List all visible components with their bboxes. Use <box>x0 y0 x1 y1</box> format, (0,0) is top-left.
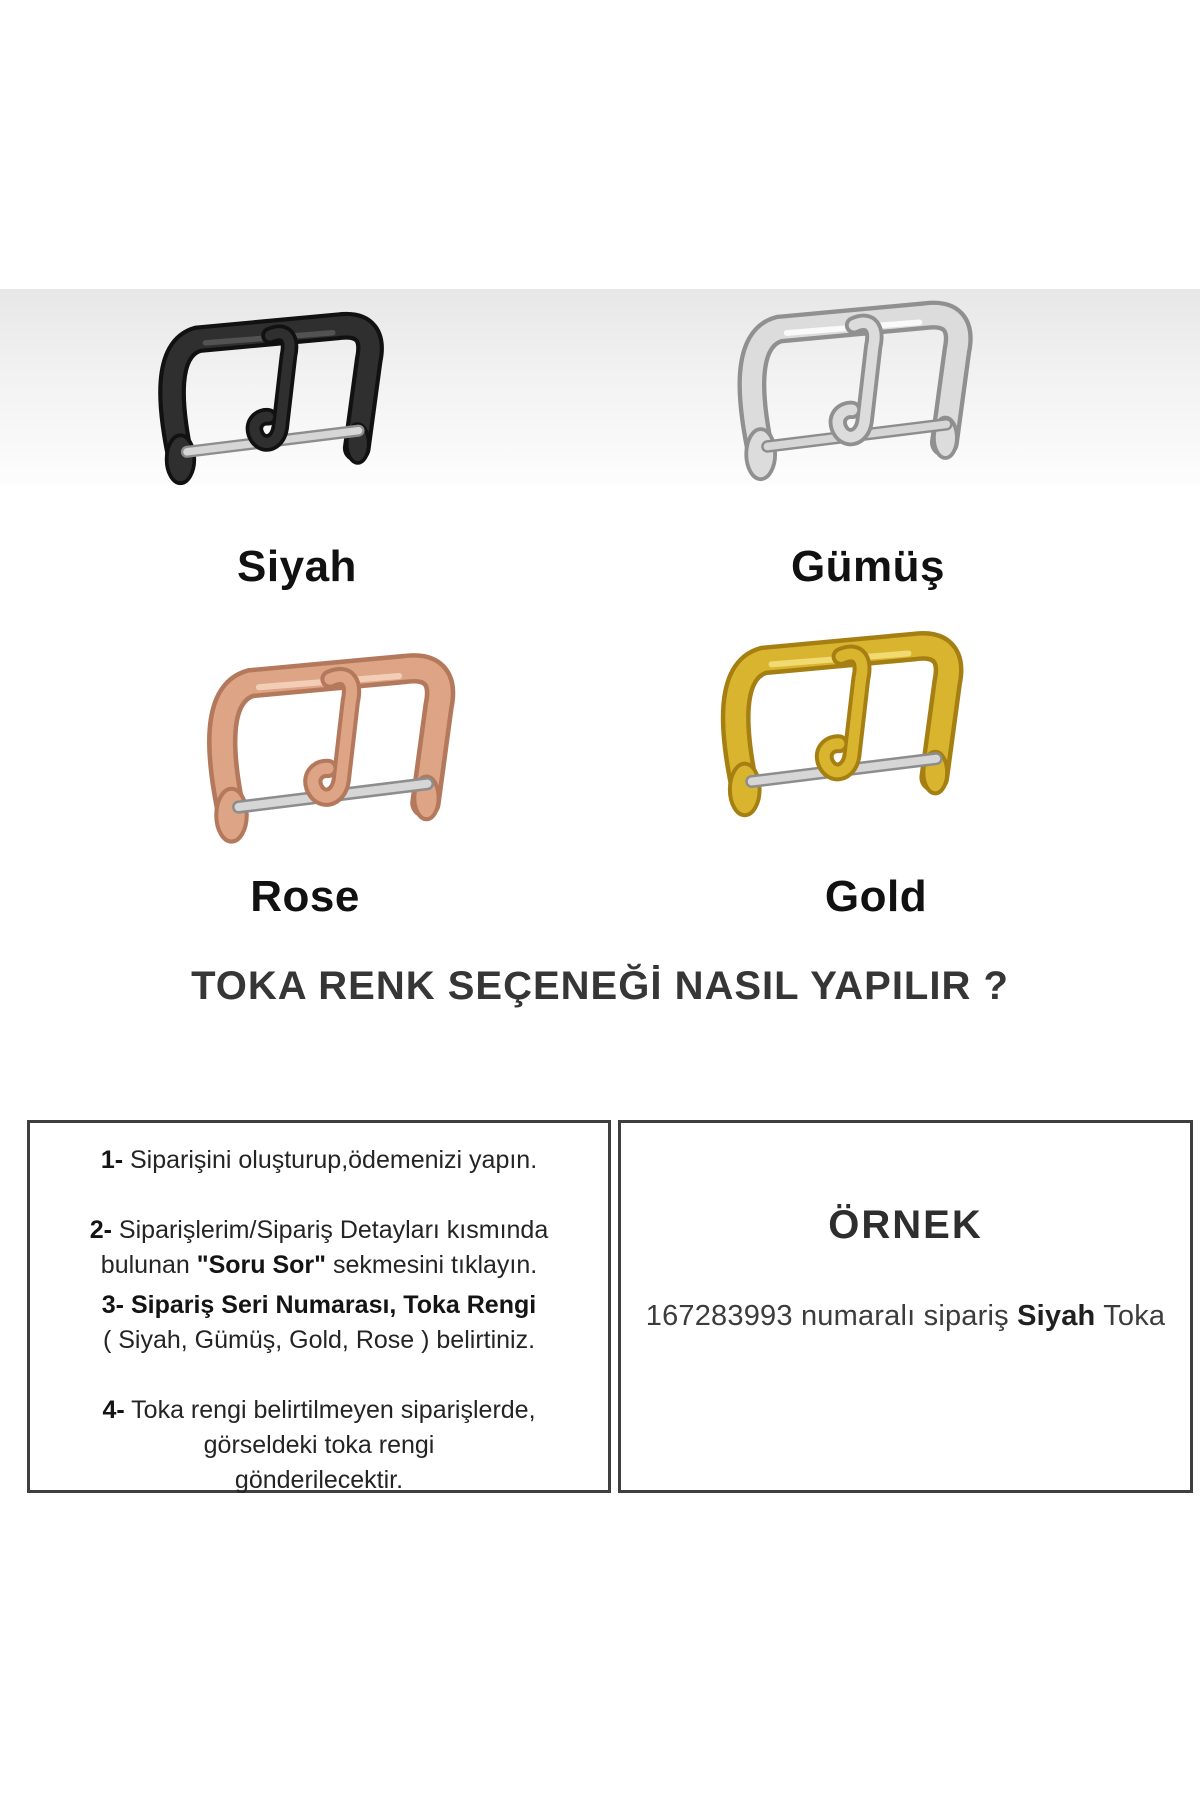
buckle-label-rose: Rose <box>250 872 360 921</box>
buckle-label-gold: Gold <box>824 872 928 921</box>
instruction-line: görseldeki toka rengi <box>203 1431 435 1459</box>
instruction-line: 1- Siparişini oluşturup,ödemenizi yapın. <box>100 1146 538 1174</box>
example-line: 167283993 numaralı sipariş Siyah Toka <box>645 1300 1166 1332</box>
buckle-label-siyah: Siyah <box>237 542 357 591</box>
example-title: ÖRNEK <box>828 1203 983 1247</box>
instruction-line: bulunan "Soru Sor" sekmesini tıklayın. <box>100 1251 538 1279</box>
buckle-photo-siyah <box>150 292 390 488</box>
example-cell <box>618 1120 1193 1493</box>
instruction-item-3 <box>40 1288 598 1358</box>
instruction-line: 2- Siparişlerim/Sipariş Detayları kısmında <box>89 1216 549 1244</box>
instruction-item-2 <box>40 1213 598 1283</box>
buckle-illustration <box>150 292 390 488</box>
instruction-line: ( Siyah, Gümüş, Gold, Rose ) belirtiniz. <box>102 1326 536 1354</box>
buckle-illustration <box>712 604 970 826</box>
instructions-table <box>27 1120 1193 1493</box>
instruction-line: gönderilecektir. <box>234 1466 404 1494</box>
buckle-label-gumus: Gümüş <box>790 542 946 591</box>
instruction-line: 3- Sipariş Seri Numarası, Toka Rengi <box>101 1291 537 1319</box>
instruction-item-4 <box>40 1393 598 1498</box>
buckle-illustration <box>728 281 980 483</box>
instruction-line: 4- Toka rengi belirtilmeyen siparişlerde, <box>102 1396 536 1424</box>
page-title: TOKA RENK SEÇENEĞİ NASIL YAPILIR ? <box>191 964 1009 1008</box>
buckle-illustration <box>198 620 462 858</box>
instruction-item-1 <box>40 1143 598 1178</box>
instructions-cell <box>27 1120 611 1493</box>
buckle-photo-gold <box>712 604 970 826</box>
buckle-photo-gumus <box>728 281 980 483</box>
buckle-photo-rose <box>198 620 462 858</box>
